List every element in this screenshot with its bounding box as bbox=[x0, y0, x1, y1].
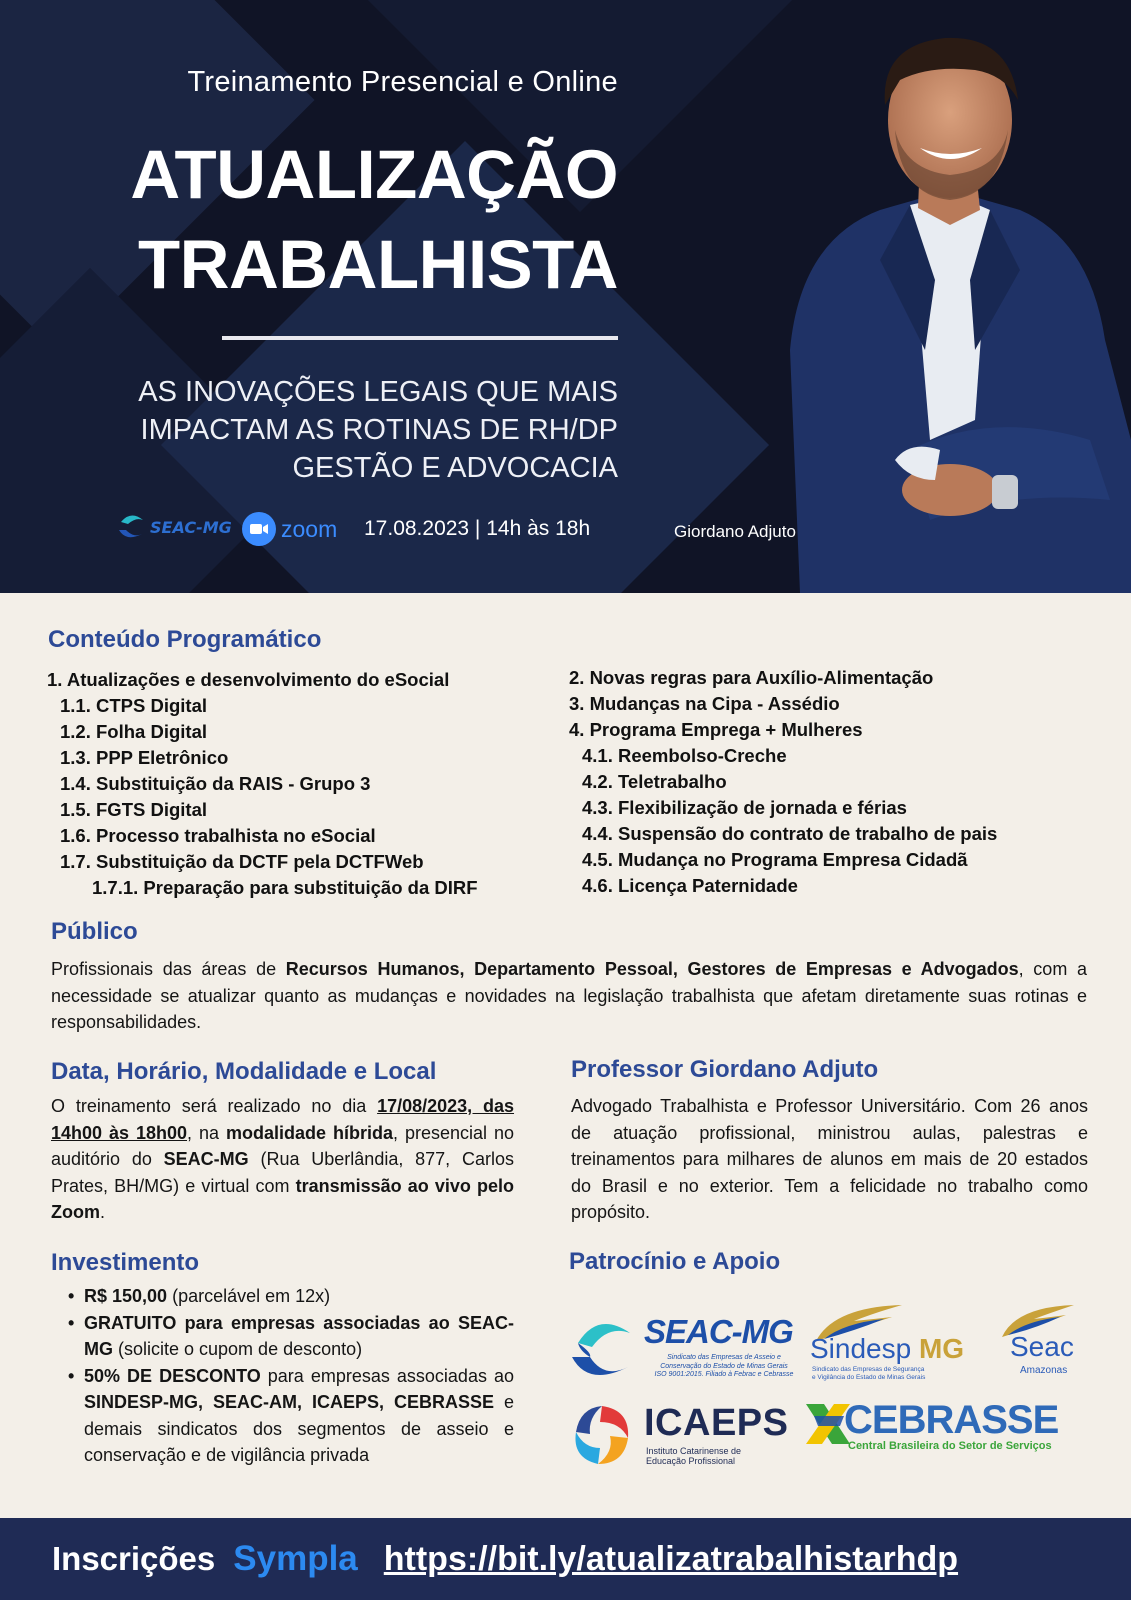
icaeps-sub-line: Instituto Catarinense de bbox=[646, 1446, 742, 1456]
hero-banner bbox=[0, 0, 1131, 593]
seac-am-name: Seac bbox=[1010, 1331, 1074, 1362]
publico-text-b: , com a necessidade se atualizar quanto as mudanças e novidades na legislação trabalhista que afetam diretamente suas rotinas e responsabilidades. bbox=[51, 959, 1087, 1032]
seac-small-text: SEAC-MG bbox=[150, 517, 232, 537]
hero-divider bbox=[222, 336, 618, 340]
icaeps-sub-line: Educação Profissional bbox=[646, 1456, 736, 1466]
data-local-t3: , presencial no auditório do bbox=[51, 1122, 514, 1169]
sindesp-sub-line: e Vigilância do Estado de Minas Gerais bbox=[812, 1374, 926, 1381]
seac-amazonas-logo bbox=[998, 1303, 1086, 1381]
cebrasse-logo bbox=[804, 1398, 1059, 1458]
seac-swoosh-icon bbox=[568, 1317, 636, 1385]
patrocinio-heading: Patrocínio e Apoio bbox=[569, 1248, 781, 1275]
toc-item: 1.6. Processo trabalhista no eSocial bbox=[60, 825, 376, 846]
investimento-item-text: (parcelável em 12x) bbox=[167, 1286, 331, 1306]
seac-mg-logo bbox=[568, 1313, 800, 1389]
cebrasse-name: CEBRASSE bbox=[844, 1398, 1059, 1442]
icaeps-swirl-icon bbox=[570, 1402, 634, 1468]
seac-mg-subtitle bbox=[654, 1354, 794, 1380]
hero-title bbox=[130, 130, 618, 310]
zoom-logo bbox=[242, 512, 337, 546]
event-datetime: 17.08.2023 | 14h às 18h bbox=[364, 517, 591, 540]
investimento-item bbox=[68, 1363, 514, 1469]
toc-item: 4.4. Suspensão do contrato de trabalho de pais bbox=[582, 823, 998, 844]
toc-item: 1.1. CTPS Digital bbox=[60, 695, 208, 716]
toc-item: 4.6. Licença Paternidade bbox=[582, 875, 798, 896]
seac-sub-line: Conservação do Estado de Minas Gerais bbox=[660, 1362, 788, 1370]
icaeps-logo bbox=[570, 1402, 790, 1472]
seac-mg-small-logo bbox=[116, 512, 232, 542]
hero-title-line2: TRABALHISTA bbox=[138, 226, 618, 303]
investimento-item bbox=[68, 1310, 514, 1363]
data-local-heading: Data, Horário, Modalidade e Local bbox=[51, 1058, 437, 1085]
inscricoes-label: Inscrições bbox=[52, 1540, 216, 1577]
investimento-entidades: SINDESP-MG, SEAC-AM, ICAEPS, CEBRASSE bbox=[84, 1392, 494, 1412]
sindesp-sub-line: Sindicato das Empresas de Segurança bbox=[812, 1366, 925, 1373]
toc-item: 4.2. Teletrabalho bbox=[582, 771, 727, 792]
data-local-t1: O treinamento será realizado no dia bbox=[51, 1096, 378, 1116]
toc-item: 1.2. Folha Digital bbox=[60, 721, 207, 742]
zoom-camera-icon bbox=[242, 512, 276, 546]
sindesp-mg-logo bbox=[810, 1303, 990, 1383]
professor-text: Advogado Trabalhista e Professor Universitário. Com 26 anos de atuação profissional, ministrou aulas, palestras e treinamentos para milhares de alunos em mais de 20 estados do Brasil e no exterior. Tem a felicidade no trabalho como propósito. bbox=[571, 1096, 1088, 1222]
investimento-heading: Investimento bbox=[51, 1249, 200, 1276]
toc-item: 4. Programa Emprega + Mulheres bbox=[569, 719, 863, 740]
seac-am-sub: Amazonas bbox=[1020, 1365, 1068, 1376]
seac-swoosh-icon bbox=[116, 512, 146, 542]
toc-left-column bbox=[47, 667, 478, 901]
publico-text-a: Profissionais das áreas de bbox=[51, 959, 286, 979]
data-local-t4: (Rua Uberlândia, 877, Carlos Prates, BH/MG) e virtual com bbox=[51, 1149, 514, 1196]
investimento-item bbox=[68, 1283, 514, 1310]
seac-sub-line: ISO 9001:2015. Filiado à Febrac e Cebrasse bbox=[654, 1371, 794, 1378]
toc-item: 4.5. Mudança no Programa Empresa Cidadã bbox=[582, 849, 968, 870]
investimento-item-text: para empresas associadas ao bbox=[260, 1365, 514, 1386]
toc-item: 1. Atualizações e desenvolvimento do eSocial bbox=[47, 669, 450, 690]
toc-item: 1.7.1. Preparação para substituição da DIRF bbox=[92, 877, 478, 898]
sindesp-subtitle bbox=[812, 1366, 925, 1382]
data-local-text bbox=[51, 1093, 514, 1226]
publico-heading: Público bbox=[51, 918, 138, 945]
icaeps-name: ICAEPS bbox=[644, 1402, 789, 1444]
seac-mg-name: SEAC-MG bbox=[644, 1313, 793, 1350]
toc-item: 4.3. Flexibilização de jornada e férias bbox=[582, 797, 907, 818]
sindesp-mg-text: MG bbox=[918, 1333, 965, 1364]
investimento-desconto: 50% DE DESCONTO bbox=[84, 1365, 261, 1386]
registration-footer bbox=[0, 1518, 1131, 1600]
investimento-list bbox=[68, 1283, 514, 1469]
hero-subtitle: Treinamento Presencial e Online bbox=[187, 66, 618, 98]
toc-item: 4.1. Reembolso-Creche bbox=[582, 745, 787, 766]
sindesp-name bbox=[810, 1333, 964, 1365]
investimento-item-text: e demais sindicatos dos segmentos de asseio e conservação e de vigilância privada bbox=[84, 1392, 514, 1465]
data-local-seac: SEAC-MG bbox=[163, 1149, 249, 1169]
toc-item: 1.7. Substituição da DCTF pela DCTFWeb bbox=[60, 851, 424, 872]
data-local-zoom: transmissão ao vivo pelo Zoom bbox=[51, 1175, 514, 1222]
toc-item: 2. Novas regras para Auxílio-Alimentação bbox=[569, 667, 934, 688]
conteudo-heading: Conteúdo Programático bbox=[48, 626, 322, 653]
cebrasse-subtitle: Central Brasileira do Setor de Serviços bbox=[848, 1440, 1052, 1452]
zoom-text: zoom bbox=[281, 515, 338, 542]
professor-heading: Professor Giordano Adjuto bbox=[571, 1056, 879, 1083]
presenter-name: Giordano Adjuto bbox=[674, 522, 796, 541]
toc-item: 3. Mudanças na Cipa - Assédio bbox=[569, 693, 840, 714]
investimento-item-text: (solicite o cupom de desconto) bbox=[113, 1339, 363, 1359]
sindesp-text: Sindesp bbox=[810, 1333, 912, 1364]
investimento-gratuito: GRATUITO para empresas associadas ao SEAC-MG bbox=[84, 1312, 514, 1359]
tagline-line2: IMPACTAM AS ROTINAS DE RH/DP bbox=[140, 414, 618, 446]
toc-right-column bbox=[569, 665, 997, 899]
toc-item: 1.5. FGTS Digital bbox=[60, 799, 207, 820]
data-local-t2: , na bbox=[187, 1122, 226, 1143]
data-local-modalidade: modalidade híbrida bbox=[225, 1122, 393, 1143]
publico-text bbox=[51, 956, 1087, 1036]
tagline-line3: GESTÃO E ADVOCACIA bbox=[292, 452, 618, 484]
tagline-line1: AS INOVAÇÕES LEGAIS QUE MAIS bbox=[138, 376, 618, 408]
toc-item: 1.4. Substituição da RAIS - Grupo 3 bbox=[60, 773, 371, 794]
investimento-price: R$ 150,00 bbox=[84, 1286, 168, 1306]
registration-link[interactable]: https://bit.ly/atualizatrabalhistarhdp bbox=[383, 1539, 959, 1578]
data-local-t5: . bbox=[100, 1202, 106, 1222]
presenter-photo bbox=[760, 20, 1131, 593]
icaeps-subtitle bbox=[646, 1446, 741, 1466]
hero-title-line1: ATUALIZAÇÃO bbox=[130, 136, 618, 213]
sympla-logo[interactable]: Sympla bbox=[233, 1539, 358, 1578]
seac-sub-line: Sindicato das Empresas de Asseio e bbox=[667, 1354, 781, 1361]
publico-text-bold: Recursos Humanos, Departamento Pessoal, Gestores de Empresas e Advogados bbox=[285, 959, 1019, 979]
toc-item: 1.3. PPP Eletrônico bbox=[60, 747, 229, 768]
data-local-date: 17/08/2023, das 14h00 às 18h00 bbox=[51, 1096, 515, 1143]
